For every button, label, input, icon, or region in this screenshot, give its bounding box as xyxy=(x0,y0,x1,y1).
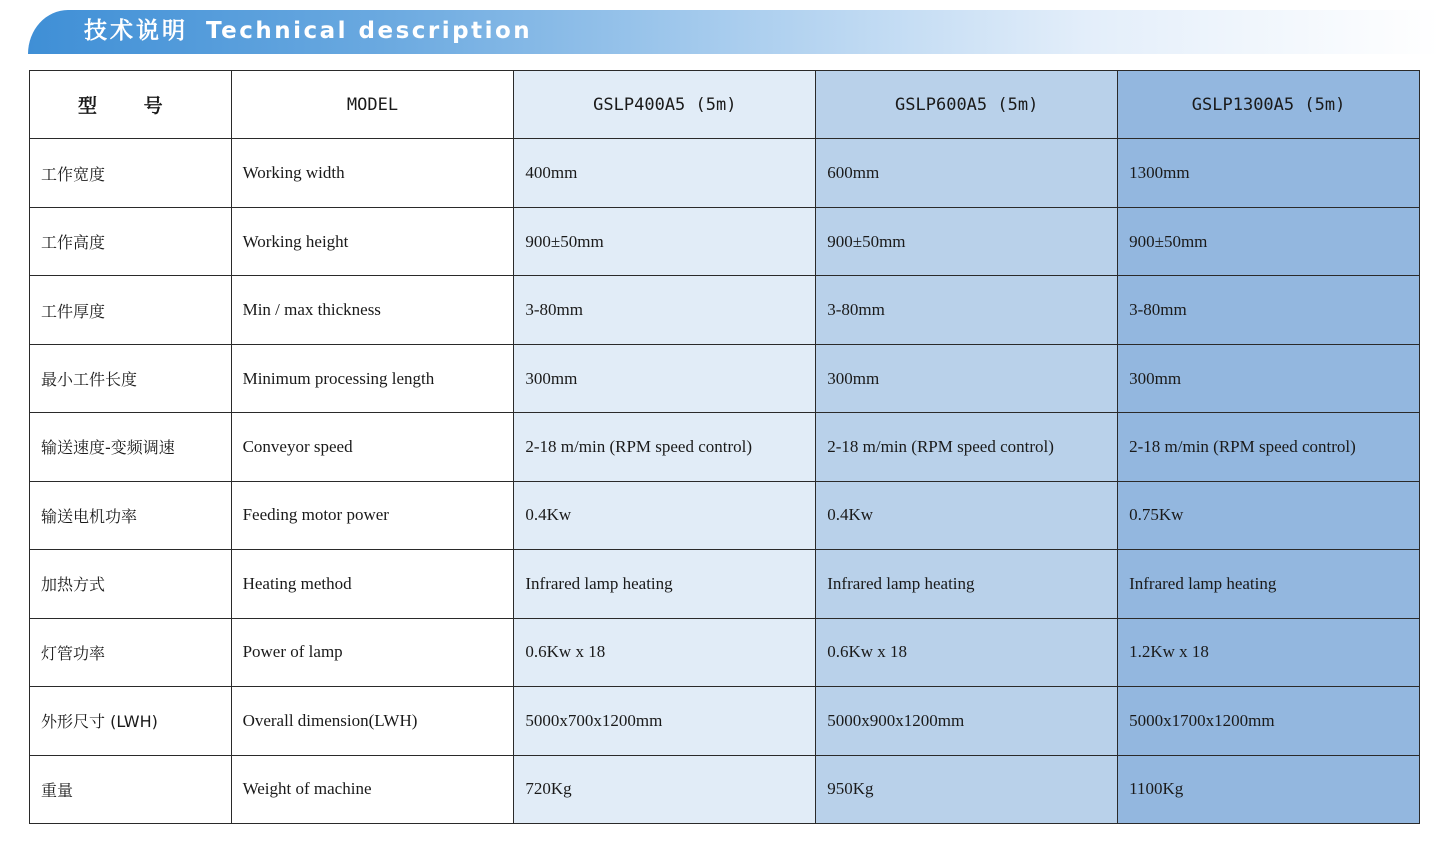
spec-value-model-1: 0.6Kw x 18 xyxy=(514,618,816,686)
spec-value-model-2: 950Kg xyxy=(816,755,1118,823)
spec-label-zh: 加热方式 xyxy=(30,550,232,618)
table-row xyxy=(30,755,1420,823)
spec-value-model-1: 5000x700x1200mm xyxy=(514,687,816,755)
spec-value-model-1: 300mm xyxy=(514,344,816,412)
spec-label-zh: 工件厚度 xyxy=(30,276,232,344)
section-title-zh: 技术说明 xyxy=(84,18,188,44)
spec-label-en: Minimum processing length xyxy=(231,344,514,412)
section-title-en: Technical description xyxy=(206,18,533,44)
table-row xyxy=(30,413,1420,481)
spec-table xyxy=(29,70,1420,824)
table-row xyxy=(30,139,1420,207)
spec-value-model-3: 2-18 m/min (RPM speed control) xyxy=(1118,413,1420,481)
spec-label-zh: 灯管功率 xyxy=(30,618,232,686)
spec-value-model-1: Infrared lamp heating xyxy=(514,550,816,618)
table-row xyxy=(30,344,1420,412)
spec-value-model-2: 300mm xyxy=(816,344,1118,412)
spec-label-zh: 重量 xyxy=(30,755,232,823)
spec-label-en: Working width xyxy=(231,139,514,207)
spec-label-zh: 输送电机功率 xyxy=(30,481,232,549)
header-model-3: GSLP1300A5 (5m) xyxy=(1118,71,1420,139)
spec-value-model-2: 900±50mm xyxy=(816,207,1118,275)
header-model-1: GSLP400A5 (5m) xyxy=(514,71,816,139)
spec-value-model-3: 1100Kg xyxy=(1118,755,1420,823)
spec-value-model-3: 900±50mm xyxy=(1118,207,1420,275)
header-model-zh: 型 号 xyxy=(30,71,232,139)
spec-label-zh: 工作高度 xyxy=(30,207,232,275)
spec-value-model-3: 5000x1700x1200mm xyxy=(1118,687,1420,755)
spec-label-en: Min / max thickness xyxy=(231,276,514,344)
spec-value-model-3: 0.75Kw xyxy=(1118,481,1420,549)
spec-label-en: Power of lamp xyxy=(231,618,514,686)
spec-label-en: Conveyor speed xyxy=(231,413,514,481)
spec-value-model-3: 1.2Kw x 18 xyxy=(1118,618,1420,686)
spec-value-model-1: 2-18 m/min (RPM speed control) xyxy=(514,413,816,481)
header-model-2: GSLP600A5 (5m) xyxy=(816,71,1118,139)
spec-value-model-1: 720Kg xyxy=(514,755,816,823)
spec-value-model-2: 600mm xyxy=(816,139,1118,207)
table-row xyxy=(30,481,1420,549)
spec-label-en: Working height xyxy=(231,207,514,275)
spec-label-zh: 输送速度-变频调速 xyxy=(30,413,232,481)
spec-value-model-3: 300mm xyxy=(1118,344,1420,412)
spec-label-en: Overall dimension(LWH) xyxy=(231,687,514,755)
spec-value-model-3: 1300mm xyxy=(1118,139,1420,207)
table-row xyxy=(30,276,1420,344)
spec-value-model-2: 0.4Kw xyxy=(816,481,1118,549)
spec-value-model-3: 3-80mm xyxy=(1118,276,1420,344)
spec-value-model-1: 900±50mm xyxy=(514,207,816,275)
spec-label-zh: 外形尺寸 (LWH) xyxy=(30,687,232,755)
table-row xyxy=(30,687,1420,755)
spec-label-en: Feeding motor power xyxy=(231,481,514,549)
spec-label-en: Weight of machine xyxy=(231,755,514,823)
spec-value-model-2: 5000x900x1200mm xyxy=(816,687,1118,755)
table-row xyxy=(30,550,1420,618)
spec-value-model-1: 400mm xyxy=(514,139,816,207)
spec-value-model-2: Infrared lamp heating xyxy=(816,550,1118,618)
spec-value-model-2: 2-18 m/min (RPM speed control) xyxy=(816,413,1118,481)
table-row xyxy=(30,618,1420,686)
spec-label-en: Heating method xyxy=(231,550,514,618)
section-title xyxy=(84,14,532,48)
header-row xyxy=(30,71,1420,139)
spec-label-zh: 最小工件长度 xyxy=(30,344,232,412)
spec-value-model-2: 0.6Kw x 18 xyxy=(816,618,1118,686)
spec-value-model-2: 3-80mm xyxy=(816,276,1118,344)
header-model-en: MODEL xyxy=(231,71,514,139)
spec-label-zh: 工作宽度 xyxy=(30,139,232,207)
table-row xyxy=(30,207,1420,275)
spec-value-model-3: Infrared lamp heating xyxy=(1118,550,1420,618)
spec-value-model-1: 0.4Kw xyxy=(514,481,816,549)
spec-value-model-1: 3-80mm xyxy=(514,276,816,344)
